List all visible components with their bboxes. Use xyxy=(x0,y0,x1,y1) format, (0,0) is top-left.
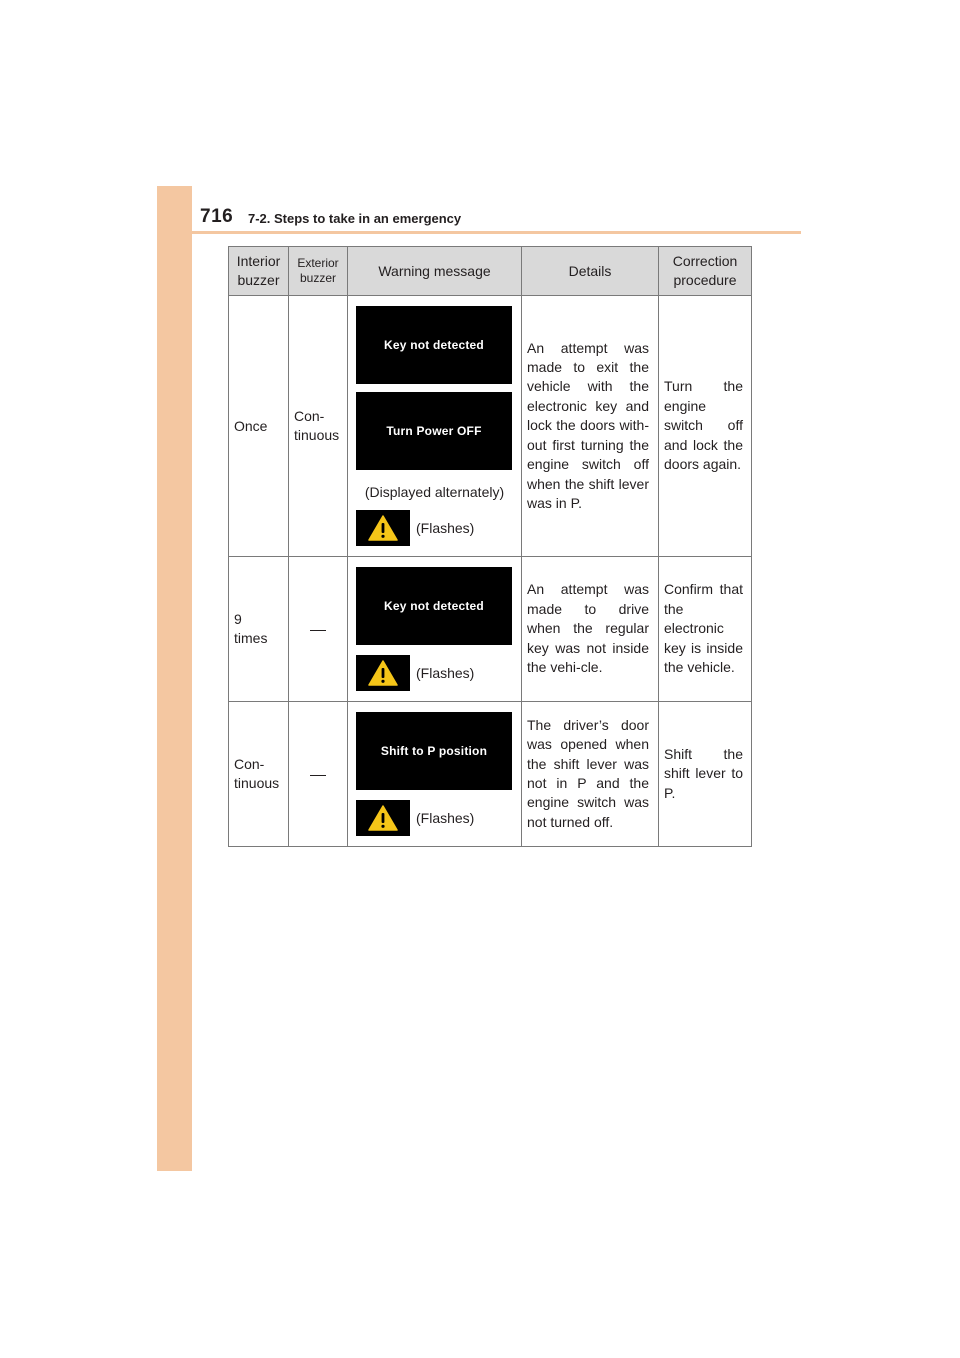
flashes-label: (Flashes) xyxy=(416,665,475,681)
flashes-label: (Flashes) xyxy=(416,810,475,826)
warning-indicator xyxy=(356,510,513,546)
flashes-label: (Flashes) xyxy=(416,520,475,536)
details-cell: An attempt was made to drive when the regular key was not inside the vehi-cle. xyxy=(522,557,659,702)
warning-table xyxy=(228,246,752,847)
warning-triangle-icon xyxy=(356,655,410,691)
interior-buzzer-cell: Con- tinuous xyxy=(229,702,289,847)
table-row xyxy=(229,296,752,557)
table-row xyxy=(229,557,752,702)
interior-buzzer-cell: Once xyxy=(229,296,289,557)
warning-triangle-icon xyxy=(356,800,410,836)
table-header-row xyxy=(229,247,752,296)
dash-mark xyxy=(310,775,326,776)
display-screen: Key not detected xyxy=(356,567,512,645)
dash-mark xyxy=(310,630,326,631)
warning-indicator xyxy=(356,655,513,691)
details-cell: An attempt was made to exit the vehicle with the electronic key and lock the doors with-out first turning the engine switch off when the shift lever was in P. xyxy=(522,296,659,557)
display-screen: Key not detected xyxy=(356,306,512,384)
col-header-correction-procedure: Correction procedure xyxy=(659,247,752,296)
chapter-tab-strip xyxy=(157,186,192,1171)
interior-buzzer-cell: 9 times xyxy=(229,557,289,702)
col-header-interior-buzzer: Interior buzzer xyxy=(229,247,289,296)
exterior-buzzer-cell: Con- tinuous xyxy=(289,296,348,557)
table-row xyxy=(229,702,752,847)
page-header xyxy=(192,186,802,236)
col-header-exterior-buzzer: Exterior buzzer xyxy=(289,247,348,296)
warning-message-cell xyxy=(348,702,522,847)
header-rule xyxy=(192,231,801,234)
warning-indicator xyxy=(356,800,513,836)
display-screen: Shift to P position xyxy=(356,712,512,790)
warning-triangle-icon xyxy=(356,510,410,546)
display-caption: (Displayed alternately) xyxy=(364,484,505,500)
exterior-buzzer-cell xyxy=(289,557,348,702)
section-title: 7-2. Steps to take in an emergency xyxy=(248,211,462,226)
col-header-details: Details xyxy=(522,247,659,296)
correction-cell: Turn the engine switch off and lock the doors again. xyxy=(659,296,752,557)
display-screen: Turn Power OFF xyxy=(356,392,512,470)
exterior-buzzer-cell xyxy=(289,702,348,847)
correction-cell: Confirm that the electronic key is inside the vehicle. xyxy=(659,557,752,702)
col-header-warning-message: Warning message xyxy=(348,247,522,296)
details-cell: The driver’s door was opened when the shift lever was not in P and the engine switch was not turned off. xyxy=(522,702,659,847)
warning-message-cell xyxy=(348,557,522,702)
warning-message-cell xyxy=(348,296,522,557)
page-number: 716 xyxy=(200,206,234,227)
correction-cell: Shift the shift lever to P. xyxy=(659,702,752,847)
